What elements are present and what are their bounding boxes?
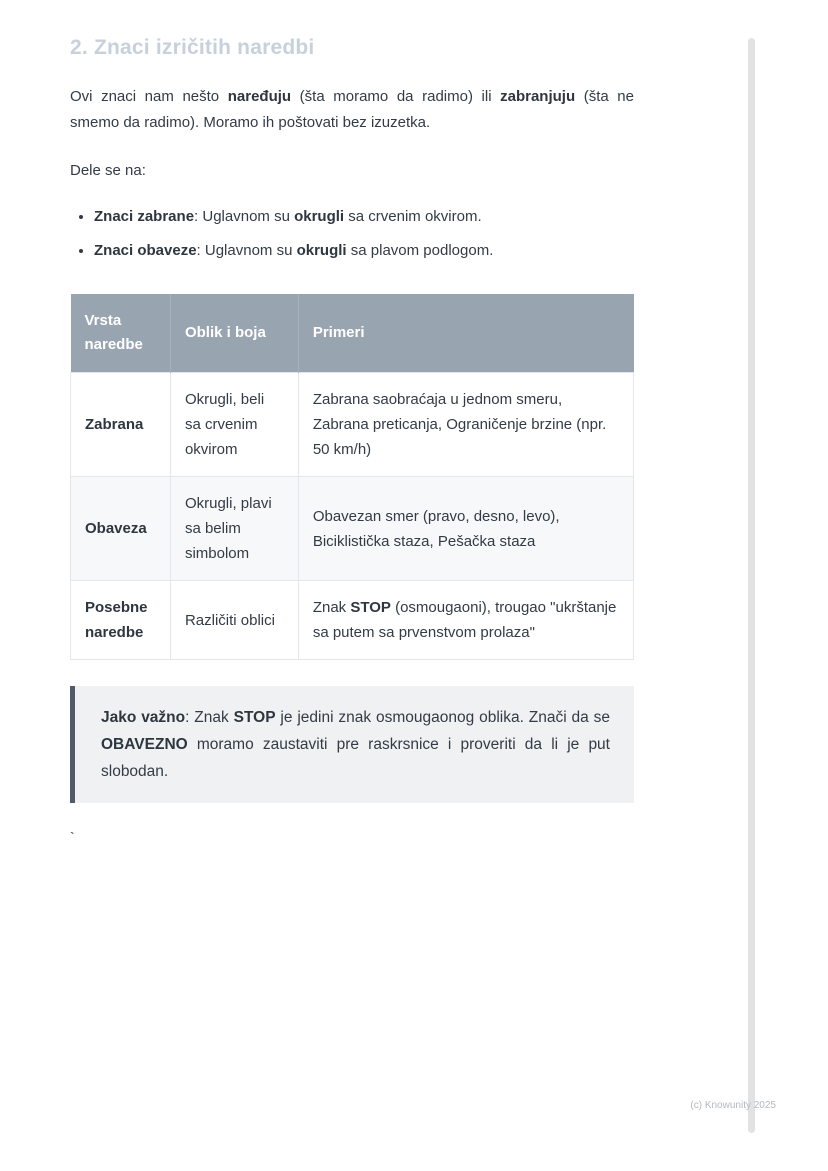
text-segment: : Uglavnom su: [196, 242, 297, 259]
text-segment: Obavezan smer (pravo, desno, levo), Biciklistička staza, Pešačka staza: [312, 507, 560, 550]
table-row: [71, 581, 634, 660]
text-segment: moramo zaustaviti pre raskrsnice i proveriti da li je put slobodan.: [101, 736, 610, 780]
text-segment-bold: Jako važno: [101, 709, 186, 726]
table-cell-type: Posebne naredbe: [71, 581, 171, 660]
text-segment-bold: Znaci obaveze: [94, 242, 197, 259]
list-intro-text: Dele se na:: [70, 162, 146, 179]
text-segment: : Uglavnom su: [194, 208, 295, 225]
scrollbar-thumb[interactable]: [748, 38, 755, 1133]
stray-backtick-character: `: [70, 829, 75, 845]
text-segment: sa plavom podlogom.: [346, 242, 494, 259]
table-cell-type: Zabrana: [71, 373, 171, 477]
table-cell-examples: [298, 477, 633, 581]
text-segment: sa crvenim okvirom.: [344, 208, 482, 225]
text-segment-bold: OBAVEZNO: [101, 736, 188, 753]
table-cell-examples: [298, 581, 633, 660]
text-segment-bold: STOP: [233, 709, 276, 726]
text-segment: (osmougaoni), trougao "ukrštanje sa putem sa prvenstvom prolaza": [312, 599, 617, 641]
text-segment: : Znak: [185, 709, 234, 726]
list-item: [94, 204, 634, 230]
text-segment: Zabrana saobraćaja u jednom smeru, Zabrana preticanja, Ograničenje brzine (npr. 50 km/h): [312, 391, 607, 458]
text-segment-bold: STOP: [350, 599, 391, 616]
sign-types-list: [70, 204, 634, 264]
text-segment: je jedini znak osmougaonog oblika. Znači da se: [275, 709, 611, 726]
column-header-oblik-i-boja: Oblik i boja: [170, 294, 298, 373]
intro-paragraph: [70, 84, 634, 136]
table-row: [71, 373, 634, 477]
column-header-vrsta-naredbe: Vrsta naredbe: [71, 294, 171, 373]
important-note-callout: [70, 686, 634, 803]
text-segment-bold: okrugli: [294, 208, 345, 225]
table-row: [71, 477, 634, 581]
text-segment-bold: zabranjuju: [500, 88, 576, 105]
table-cell-type: Obaveza: [71, 477, 171, 581]
text-segment-bold: okrugli: [296, 242, 347, 259]
text-segment: (šta ne smemo da radimo). Moramo ih poštovati bez izuzetka.: [70, 88, 634, 131]
text-segment: Ovi znaci nam nešto: [70, 88, 228, 105]
text-segment-bold: Znaci zabrane: [94, 208, 195, 225]
section-heading: 2. Znaci izričitih naredbi: [70, 36, 315, 59]
column-header-primeri: Primeri: [298, 294, 633, 373]
table-cell-shape: Okrugli, beli sa crvenim okvirom: [170, 373, 298, 477]
copyright-text: (c) Knowunity 2025: [690, 1100, 776, 1111]
orders-table: [70, 294, 634, 660]
text-segment: (šta moramo da radimo) ili: [291, 88, 501, 105]
table-cell-shape: Okrugli, plavi sa belim simbolom: [170, 477, 298, 581]
table-header-row: [71, 294, 634, 373]
text-segment: Znak: [312, 599, 351, 616]
table-cell-examples: [298, 373, 633, 477]
document-page: [70, 0, 634, 845]
table-cell-shape: Različiti oblici: [170, 581, 298, 660]
text-segment-bold: naređuju: [227, 88, 292, 105]
list-item: [94, 238, 634, 264]
